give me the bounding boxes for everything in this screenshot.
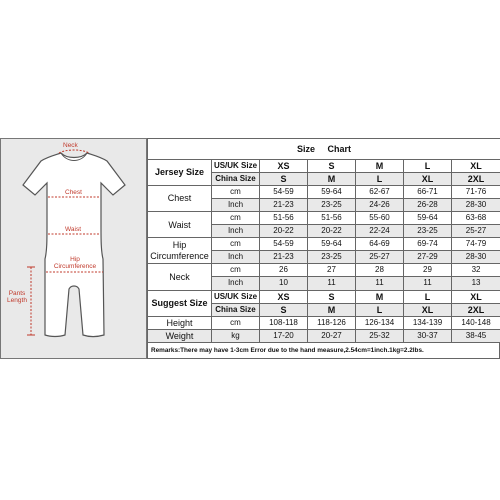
- value-cell: 63-68: [452, 212, 500, 225]
- value-cell: 25-32: [356, 329, 404, 342]
- jersey-size-label: Jersey Size: [148, 159, 212, 185]
- pants-length-label: [5, 290, 29, 304]
- china-size-cell: L: [356, 172, 404, 185]
- waist-row-label: Waist: [148, 212, 212, 238]
- value-cell: 25-27: [452, 225, 500, 238]
- suggest-china-cell: XL: [404, 303, 452, 316]
- value-cell: 17-20: [260, 329, 308, 342]
- value-cell: 28-30: [452, 198, 500, 211]
- value-cell: 28-30: [452, 251, 500, 264]
- value-cell: 21-23: [260, 251, 308, 264]
- value-cell: 59-64: [404, 212, 452, 225]
- pants-label-line2: Length: [7, 297, 27, 304]
- unit-cell: Inch: [212, 198, 260, 211]
- us-size-cell: S: [308, 159, 356, 172]
- suggest-china-label: China Size: [212, 303, 260, 316]
- value-cell: 11: [404, 277, 452, 290]
- value-cell: 59-64: [308, 238, 356, 251]
- title-row: [148, 139, 500, 160]
- value-cell: 59-64: [308, 185, 356, 198]
- suggest-size-label: Suggest Size: [148, 290, 212, 316]
- china-size-label: China Size: [212, 172, 260, 185]
- value-cell: 26-28: [404, 198, 452, 211]
- value-cell: 25-27: [356, 251, 404, 264]
- value-cell: 27: [308, 264, 356, 277]
- neck-measure-line: [59, 150, 89, 153]
- value-cell: 55-60: [356, 212, 404, 225]
- suggest-china-cell: S: [260, 303, 308, 316]
- value-cell: 140-148: [452, 316, 500, 329]
- hip-row-label-line2: Circumference: [150, 250, 209, 261]
- china-size-cell: M: [308, 172, 356, 185]
- value-cell: 20-27: [308, 329, 356, 342]
- value-cell: 118-126: [308, 316, 356, 329]
- suggest-us-row: [148, 290, 500, 303]
- chest-row-label: Chest: [148, 185, 212, 211]
- size-chart-table: [147, 138, 500, 343]
- value-cell: 54-59: [260, 238, 308, 251]
- value-cell: 11: [308, 277, 356, 290]
- china-size-cell: XL: [404, 172, 452, 185]
- suggest-china-cell: M: [308, 303, 356, 316]
- value-cell: 66-71: [404, 185, 452, 198]
- value-cell: 26: [260, 264, 308, 277]
- value-cell: 51-56: [260, 212, 308, 225]
- value-cell: 30-37: [404, 329, 452, 342]
- value-cell: 20-22: [260, 225, 308, 238]
- neck-label: Neck: [63, 142, 78, 149]
- value-cell: 23-25: [404, 225, 452, 238]
- suggest-us-cell: XL: [452, 290, 500, 303]
- neck-cm-row: [148, 264, 500, 277]
- value-cell: 13: [452, 277, 500, 290]
- value-cell: 38-45: [452, 329, 500, 342]
- garment-diagram-panel: [0, 138, 147, 359]
- value-cell: 32: [452, 264, 500, 277]
- value-cell: 51-56: [308, 212, 356, 225]
- height-row: [148, 316, 500, 329]
- suggest-us-cell: XS: [260, 290, 308, 303]
- chest-cm-row: [148, 185, 500, 198]
- value-cell: 21-23: [260, 198, 308, 211]
- suggest-us-cell: M: [356, 290, 404, 303]
- height-label: Height: [148, 316, 212, 329]
- value-cell: 54-59: [260, 185, 308, 198]
- neck-row-label: Neck: [148, 264, 212, 290]
- weight-row: [148, 329, 500, 342]
- hip-row-label: [148, 238, 212, 264]
- value-cell: 62-67: [356, 185, 404, 198]
- hip-label-line2: Circumference: [53, 263, 97, 270]
- value-cell: 71-76: [452, 185, 500, 198]
- value-cell: 74-79: [452, 238, 500, 251]
- unit-cell: cm: [212, 264, 260, 277]
- value-cell: 24-26: [356, 198, 404, 211]
- unit-cell: cm: [212, 212, 260, 225]
- unit-cell: cm: [212, 185, 260, 198]
- waist-label: Waist: [65, 226, 82, 233]
- value-cell: 10: [260, 277, 308, 290]
- weight-label: Weight: [148, 329, 212, 342]
- china-size-cell: S: [260, 172, 308, 185]
- suggest-us-uk-label: US/UK Size: [212, 290, 260, 303]
- unit-cell: cm: [212, 316, 260, 329]
- value-cell: 22-24: [356, 225, 404, 238]
- value-cell: 28: [356, 264, 404, 277]
- waist-cm-row: [148, 212, 500, 225]
- hip-label-line1: Hip: [70, 256, 80, 263]
- unit-cell: kg: [212, 329, 260, 342]
- chest-label: Chest: [65, 189, 82, 196]
- china-size-cell: 2XL: [452, 172, 500, 185]
- us-size-cell: XL: [452, 159, 500, 172]
- us-size-row: [148, 159, 500, 172]
- unit-cell: Inch: [212, 225, 260, 238]
- value-cell: 27-29: [404, 251, 452, 264]
- value-cell: 64-69: [356, 238, 404, 251]
- chart-title-size: Size: [296, 143, 315, 154]
- pants-label-line1: Pants: [8, 290, 26, 297]
- value-cell: 29: [404, 264, 452, 277]
- size-chart-frame: [0, 138, 500, 360]
- unit-cell: cm: [212, 238, 260, 251]
- chart-title-chart: Chart: [327, 143, 352, 154]
- us-size-cell: L: [404, 159, 452, 172]
- us-size-cell: XS: [260, 159, 308, 172]
- chart-title: [148, 139, 500, 160]
- us-size-cell: M: [356, 159, 404, 172]
- value-cell: 20-22: [308, 225, 356, 238]
- suggest-china-cell: 2XL: [452, 303, 500, 316]
- value-cell: 108-118: [260, 316, 308, 329]
- suggest-us-cell: S: [308, 290, 356, 303]
- garment-illustration: [1, 139, 148, 360]
- unit-cell: Inch: [212, 251, 260, 264]
- suggest-us-cell: L: [404, 290, 452, 303]
- value-cell: 23-25: [308, 198, 356, 211]
- hip-cm-row: [148, 238, 500, 251]
- hip-row-label-line1: Hip: [172, 239, 187, 250]
- suggest-china-cell: L: [356, 303, 404, 316]
- value-cell: 23-25: [308, 251, 356, 264]
- us-uk-size-label: US/UK Size: [212, 159, 260, 172]
- value-cell: 126-134: [356, 316, 404, 329]
- remarks-note: Remarks:There may have 1-3cm Error due to the hand measure,2.54cm=1inch.1kg=2.2lbs.: [147, 343, 500, 359]
- value-cell: 69-74: [404, 238, 452, 251]
- unit-cell: Inch: [212, 277, 260, 290]
- value-cell: 11: [356, 277, 404, 290]
- value-cell: 134-139: [404, 316, 452, 329]
- garment-outline: [23, 153, 125, 337]
- hip-label: [51, 256, 99, 270]
